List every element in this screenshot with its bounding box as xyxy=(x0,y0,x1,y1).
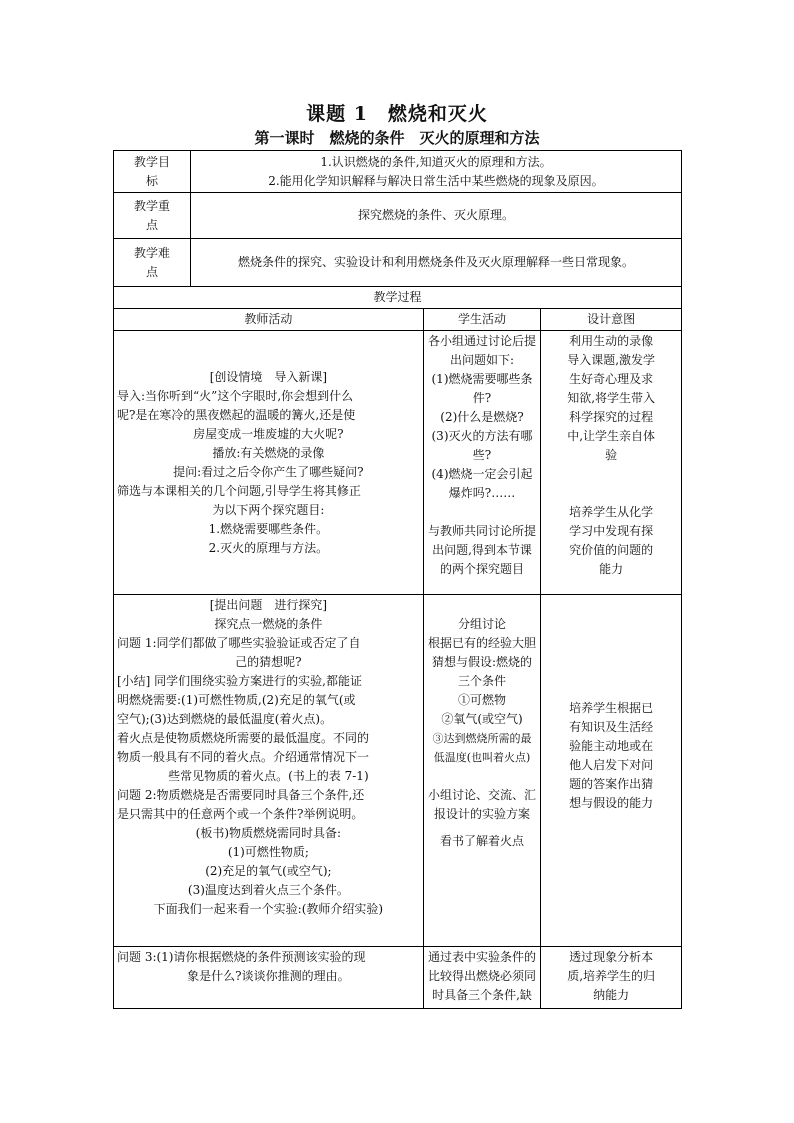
student-text: (4)燃烧一定会引起 xyxy=(431,467,533,481)
teacher-text: 2.灭火的原理与方法。 xyxy=(208,540,329,555)
student-text: 时具备三个条件,缺 xyxy=(432,988,532,1002)
process-row-inquiry xyxy=(114,595,682,947)
objectives-label-line2: 标 xyxy=(145,173,158,188)
difficulties-content: 燃烧条件的探究、实验设计和利用燃烧条件及灭火原理解释一些日常现象。 xyxy=(190,239,681,287)
student-text: (1)燃烧需要哪些条 xyxy=(431,372,533,386)
teacher-text: 问题 3:(1)请你根据燃烧的条件预测该实验的现 xyxy=(117,950,366,964)
teacher-text: 1.燃烧需要哪些条件。 xyxy=(208,521,329,536)
teacher-text: (1)可燃性物质; xyxy=(227,845,309,859)
student-text: 猜想与假设:燃烧的 xyxy=(431,655,533,669)
difficulties-label xyxy=(114,239,191,287)
col-header-teacher: 教师活动 xyxy=(114,309,424,331)
teacher-text: 物质一般具有不同的着火点。介绍通常情况下一 xyxy=(117,750,370,764)
design-text: 质,培养学生的归 xyxy=(567,969,656,983)
key-points-label-line2: 点 xyxy=(145,217,158,232)
teacher-activity-question3 xyxy=(114,947,424,1009)
student-text: 三个条件 xyxy=(457,674,506,688)
teacher-text: 问题 2:物质燃烧是否需要同时具备三个条件,还 xyxy=(117,788,365,802)
objectives-row xyxy=(114,151,682,193)
section-heading-intro: [创设情境 导入新课] xyxy=(209,369,328,384)
key-points-label xyxy=(114,193,191,239)
student-text: 与教师共同讨论所提 xyxy=(427,524,536,538)
student-text: 比较得出燃烧必须同 xyxy=(427,969,536,983)
student-text: ③达到燃烧所需的最 xyxy=(432,732,532,745)
objective-2: 2.能用化学知识解释与解决日常生活中某些燃烧的现象及原因。 xyxy=(268,173,604,188)
lesson-plan-table xyxy=(113,150,682,1009)
key-points-label-line1: 教学重 xyxy=(133,198,170,213)
student-activity-question3 xyxy=(423,947,540,1009)
teacher-text: 明燃烧需要:(1)可燃性物质,(2)充足的氧气(或 xyxy=(117,693,356,707)
teacher-activity-intro xyxy=(114,331,424,595)
col-header-design: 设计意图 xyxy=(541,309,682,331)
student-activity-inquiry xyxy=(423,595,540,947)
teacher-text: 象是什么?谈谈你推测的理由。 xyxy=(187,969,350,983)
objective-1: 1.认识燃烧的条件,知道灭火的原理和方法。 xyxy=(320,154,552,169)
teacher-text: 房屋变成一堆废墟的大火呢? xyxy=(193,426,344,441)
design-text: 培养学生从化学 xyxy=(569,505,654,519)
teacher-text: 空气);(3)达到燃烧的最低温度(着火点)。 xyxy=(117,712,333,726)
design-text: 生好奇心理及求 xyxy=(569,372,654,386)
design-text: 纳能力 xyxy=(593,988,630,1002)
key-points-content: 探究燃烧的条件、灭火原理。 xyxy=(190,193,681,239)
teacher-text: 问题 1:同学们都做了哪些实验验证或否定了自 xyxy=(117,636,361,650)
teacher-text: 导入:当你听到“火”这个字眼时,你会想到什么 xyxy=(117,388,354,403)
design-text: 他人启发下对问 xyxy=(569,758,654,772)
teacher-text: [小结] 同学们围绕实验方案进行的实验,都能证 xyxy=(117,674,362,688)
student-text: 通过表中实验条件的 xyxy=(427,950,536,964)
process-heading-row xyxy=(114,287,682,309)
design-text: 透过现象分析本 xyxy=(569,950,654,964)
design-text: 中,让学生亲自体 xyxy=(567,429,656,443)
design-intent-intro xyxy=(541,331,682,595)
student-text: 的两个探究题目 xyxy=(439,562,524,576)
design-intent-question3 xyxy=(541,947,682,1009)
student-text: 爆炸吗?…… xyxy=(448,486,516,500)
teacher-text: (板书)物质燃烧需同时具备: xyxy=(195,826,342,840)
teacher-text: 播放:有关燃烧的录像 xyxy=(212,445,325,460)
process-row-intro xyxy=(114,331,682,595)
student-text: 出问题,得到本节课 xyxy=(432,543,532,557)
teacher-text: (2)充足的氧气(或空气); xyxy=(205,864,332,878)
student-text: 根据已有的经验大胆 xyxy=(427,636,536,650)
student-text: ①可燃物 xyxy=(457,693,506,707)
col-header-student: 学生活动 xyxy=(423,309,540,331)
design-text: 学习中发现有探 xyxy=(569,524,654,538)
student-text: 件? xyxy=(472,391,492,405)
design-text: 验能主动地或在 xyxy=(569,739,654,753)
objectives-label-line1: 教学目 xyxy=(133,154,170,169)
section-heading-inquiry: [提出问题 进行探究] xyxy=(209,598,328,612)
teacher-text: (3)温度达到着火点三个条件。 xyxy=(187,883,349,897)
student-text: 出问题如下: xyxy=(449,353,515,367)
design-text: 有知识及生活经 xyxy=(569,720,654,734)
student-text: 看书了解着火点 xyxy=(439,834,524,848)
design-text: 科学探究的过程 xyxy=(569,410,654,424)
difficulties-label-line1: 教学难 xyxy=(133,245,170,260)
design-text: 培养学生根据已 xyxy=(569,701,654,715)
design-text: 能力 xyxy=(599,562,624,576)
inquiry-point-1: 探究点一燃烧的条件 xyxy=(214,617,323,631)
lesson-subtitle: 第一课时 燃烧的条件 灭火的原理和方法 xyxy=(254,129,540,147)
student-text: 各小组通过讨论后提 xyxy=(427,334,536,348)
teacher-activity-inquiry xyxy=(114,595,424,947)
design-text: 验 xyxy=(605,448,618,462)
design-text: 利用生动的录像 xyxy=(569,334,654,348)
objectives-label xyxy=(114,151,191,193)
design-text: 究价值的问题的 xyxy=(569,543,654,557)
design-text: 题的答案作出猜 xyxy=(569,777,654,791)
teacher-text: 下面我们一起来看一个实验:(教师介绍实验) xyxy=(153,902,384,916)
design-intent-inquiry xyxy=(541,595,682,947)
teacher-text: 是只需其中的任意两个或一个条件?举例说明。 xyxy=(117,807,364,821)
difficulties-label-line2: 点 xyxy=(145,264,158,279)
student-text: 分组讨论 xyxy=(457,617,506,631)
process-row-question3 xyxy=(114,947,682,1009)
design-text: 导入课题,激发学 xyxy=(567,353,656,367)
student-text: 低温度(也叫着火点) xyxy=(433,751,531,764)
student-activity-intro xyxy=(423,331,540,595)
teacher-text: 呢?是在寒冷的黑夜燃起的温暖的篝火,还是使 xyxy=(117,407,356,422)
student-text: 小组讨论、交流、汇 xyxy=(427,788,536,802)
teacher-text: 筛选与本课相关的几个问题,引导学生将其修正 xyxy=(117,483,361,498)
teacher-text: 着火点是使物质燃烧所需要的最低温度。不同的 xyxy=(117,731,370,745)
teacher-text: 为以下两个探究题目: xyxy=(212,502,325,517)
process-heading: 教学过程 xyxy=(114,287,682,309)
teacher-text: 己的猜想呢? xyxy=(235,655,302,669)
student-text: 报设计的实验方案 xyxy=(433,807,530,821)
design-text: 想与假设的能力 xyxy=(569,796,654,810)
difficulties-row xyxy=(114,239,682,287)
key-points-row xyxy=(114,193,682,239)
lesson-title: 课题 1 燃烧和灭火 xyxy=(306,103,488,125)
teacher-text: 提问:看过之后令你产生了哪些疑问? xyxy=(173,464,364,479)
student-text: 些? xyxy=(472,448,492,462)
student-text: (3)灭火的方法有哪 xyxy=(431,429,533,443)
teacher-text: 些常见物质的着火点。(书上的表 7-1) xyxy=(168,769,369,783)
student-text: ②氧气(或空气) xyxy=(441,712,523,726)
design-text: 知欲,将学生带入 xyxy=(567,391,656,405)
column-headers-row xyxy=(114,309,682,331)
student-text: (2)什么是燃烧? xyxy=(440,410,524,424)
objectives-content xyxy=(190,151,681,193)
